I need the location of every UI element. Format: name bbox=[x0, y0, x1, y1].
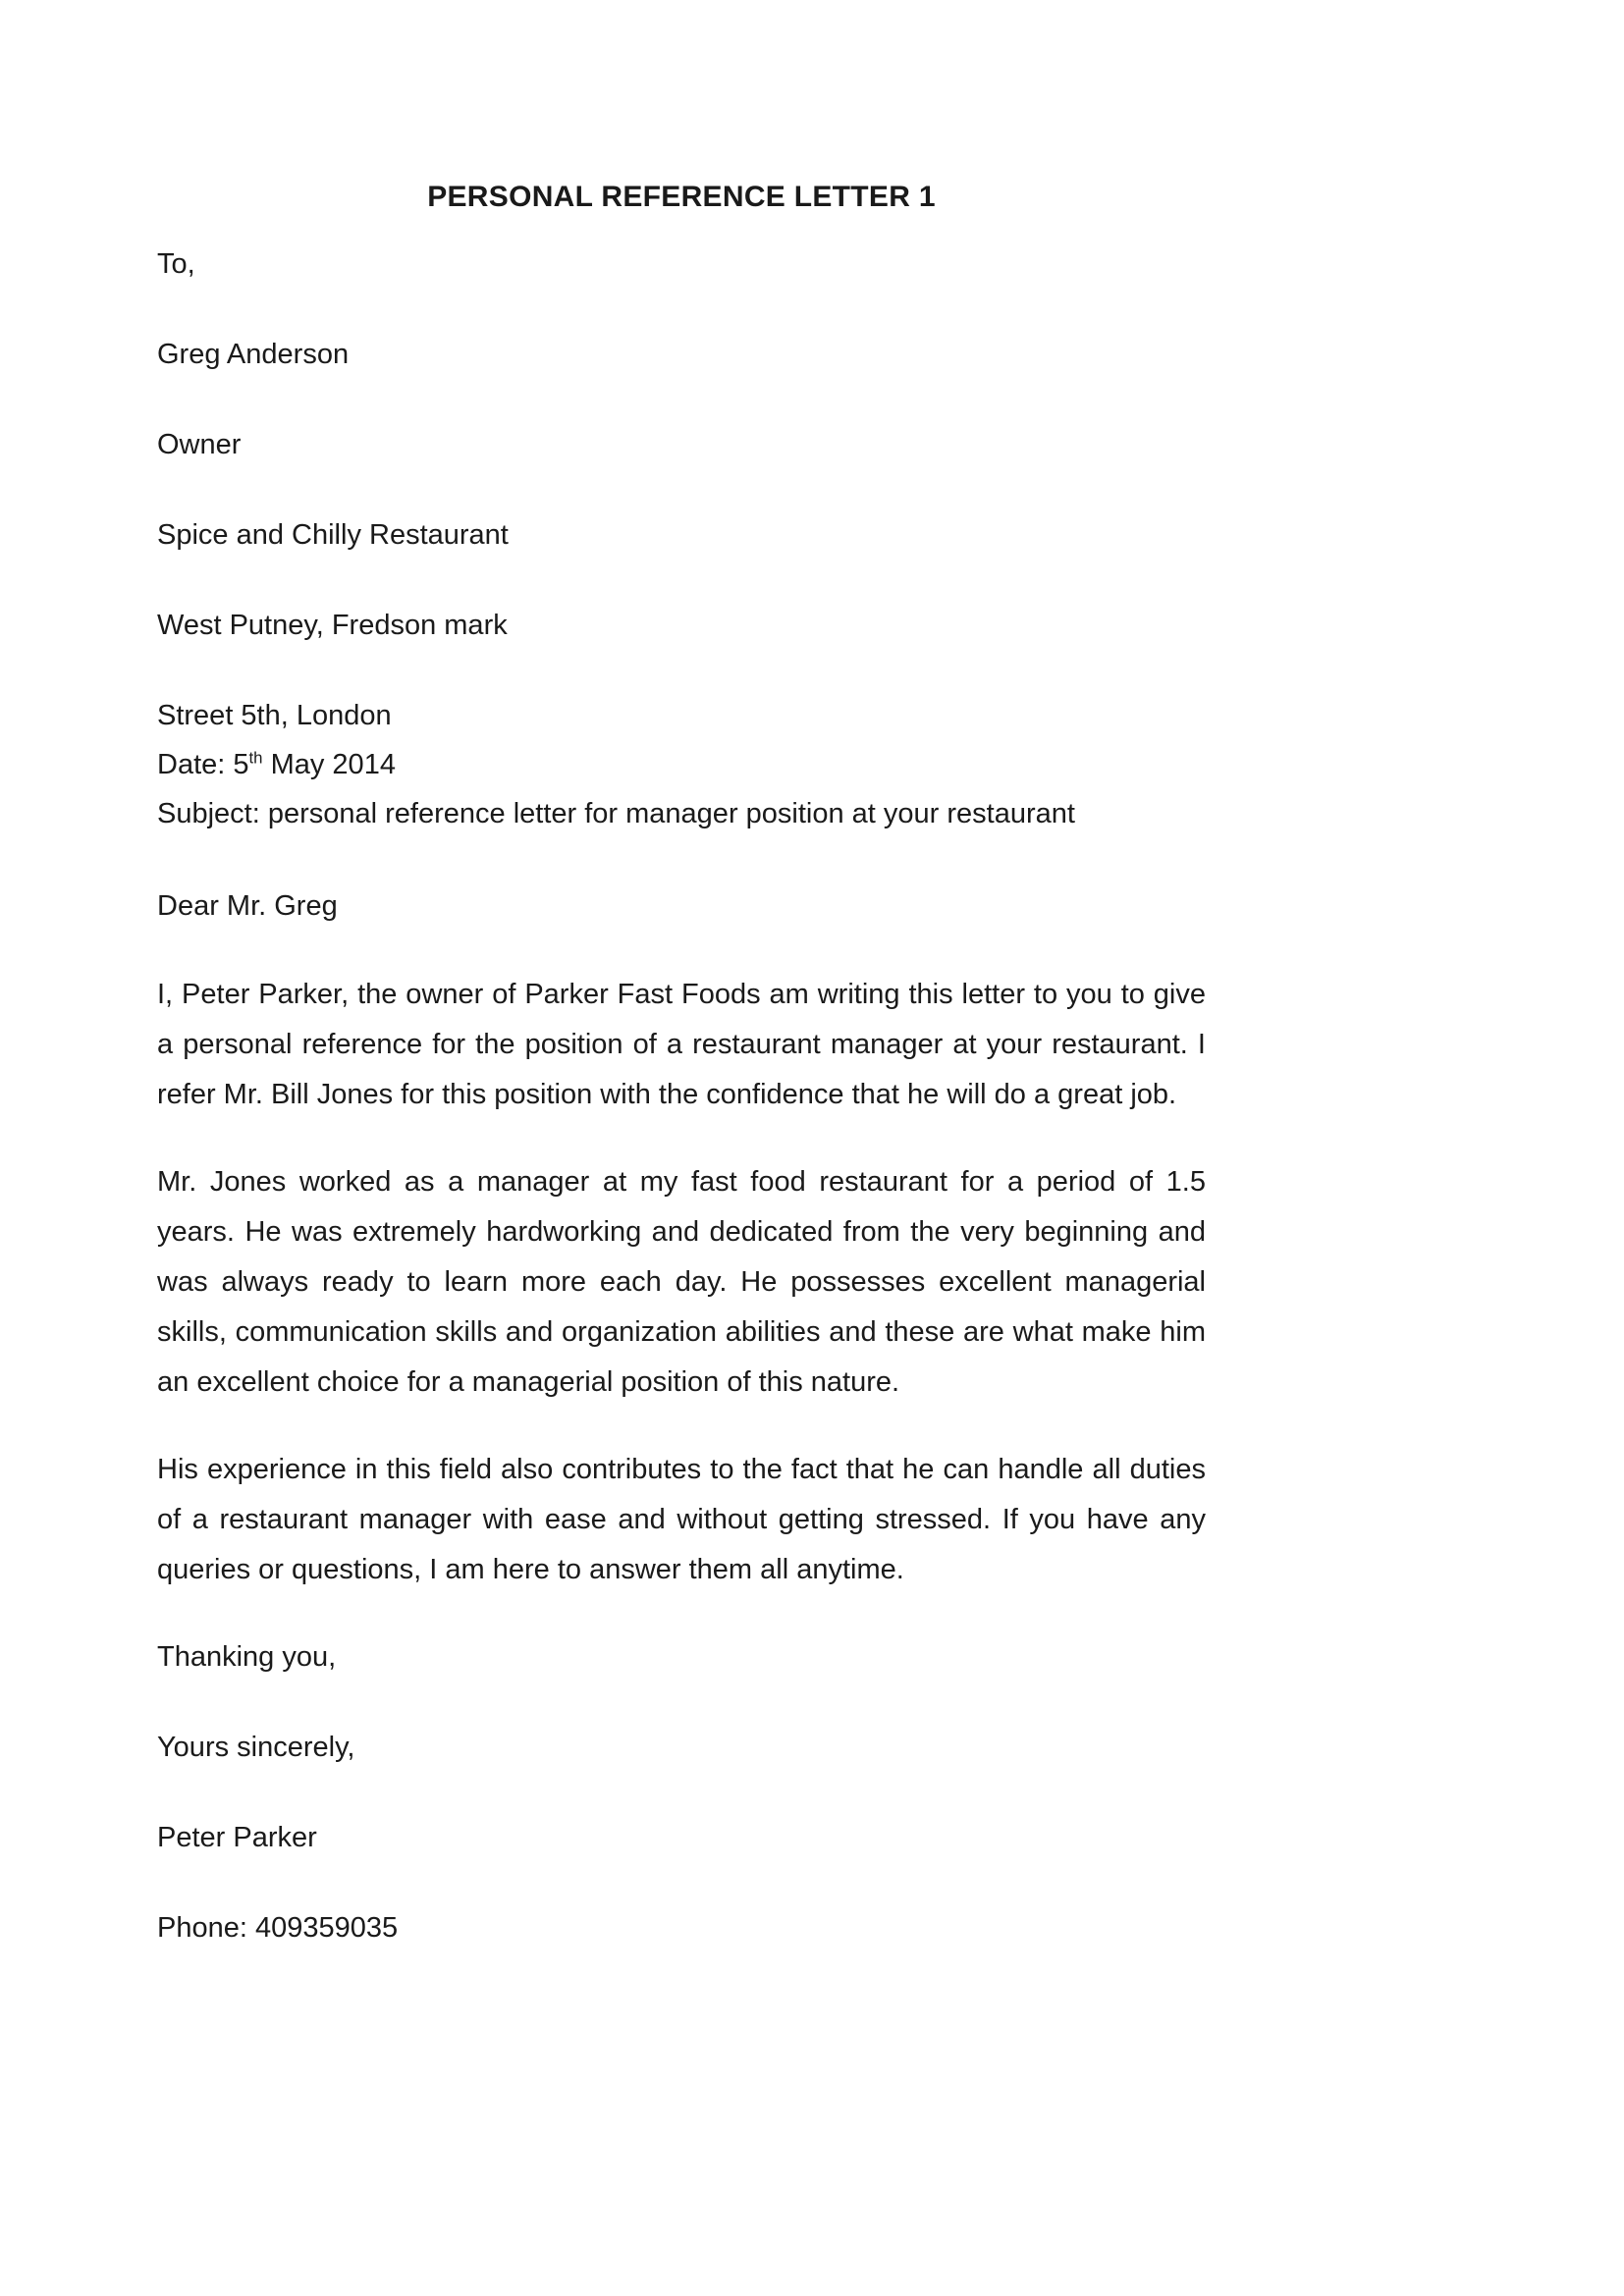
letter-content bbox=[157, 173, 1206, 1994]
body-paragraph-1: I, Peter Parker, the owner of Parker Fast Foods am writing this letter to you to give a personal reference for the position of a restaurant manager at your restaurant. I refer Mr. Bill Jones for this position with the confidence that he will do a great job. bbox=[157, 979, 1206, 1110]
closing-sincerely: Yours sincerely, bbox=[157, 1732, 355, 1763]
page-title: PERSONAL REFERENCE LETTER 1 bbox=[427, 181, 936, 213]
signature-name: Peter Parker bbox=[157, 1822, 317, 1853]
recipient-address-line-2: Street 5th, London bbox=[157, 700, 392, 731]
recipient-salutation-line: To, bbox=[157, 248, 195, 280]
recipient-company: Spice and Chilly Restaurant bbox=[157, 519, 509, 551]
phone-line: Phone: 409359035 bbox=[157, 1912, 399, 1944]
date-prefix: Date: 5 bbox=[157, 749, 249, 780]
body-paragraph-3: His experience in this field also contributes to the fact that he can handle all duties of a restaurant manager with ease and without getting stressed. If you have any queries or questions, I am here to answer them all anytime. bbox=[157, 1454, 1206, 1585]
subject-line: Subject: personal reference letter for manager position at your restaurant bbox=[157, 798, 1075, 829]
recipient-role: Owner bbox=[157, 429, 242, 460]
recipient-address-line-1: West Putney, Fredson mark bbox=[157, 610, 508, 641]
date-ordinal-superscript: th bbox=[248, 748, 263, 768]
recipient-name: Greg Anderson bbox=[157, 339, 350, 370]
date-rest: May 2014 bbox=[262, 749, 396, 780]
closing-thanks: Thanking you, bbox=[157, 1641, 337, 1673]
salutation: Dear Mr. Greg bbox=[157, 890, 338, 922]
body-paragraph-2: Mr. Jones worked as a manager at my fast food restaurant for a period of 1.5 years. He was extremely hardworking and dedicated from the very beginning and was always ready to learn more each day. He possesses excellent managerial skills, communication skills and organization abilities and these are what make him an excellent choice for a managerial position of this nature. bbox=[157, 1166, 1206, 1398]
date-line bbox=[157, 740, 1206, 789]
